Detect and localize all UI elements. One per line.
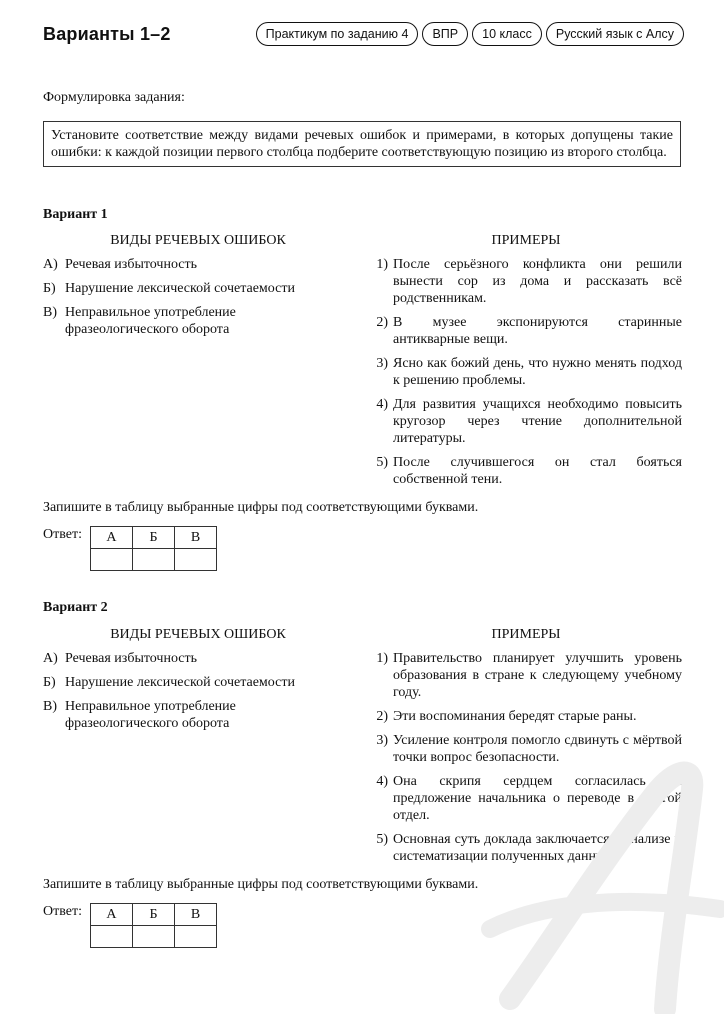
error-item — [43, 674, 343, 691]
variant-2-instruction: Запишите в таблицу выбранные цифры под соответствующими буквами. — [43, 877, 479, 892]
item-text: Она скрипя сердцем согласилась на предложение начальника о переводе в другой отдел. — [393, 774, 682, 823]
item-mark: В) — [43, 305, 57, 320]
example-item — [370, 256, 682, 307]
item-text: Нарушение лексической сочетаемости — [65, 675, 295, 690]
variant-1-title: Вариант 1 — [43, 207, 108, 222]
answer-label: Ответ: — [43, 527, 82, 542]
errors-header: ВИДЫ РЕЧЕВЫХ ОШИБОК — [110, 233, 286, 248]
answer-cell-v[interactable] — [174, 926, 216, 948]
variant-1-instruction: Запишите в таблицу выбранные цифры под соответствующими буквами. — [43, 500, 479, 515]
example-item — [370, 314, 682, 348]
item-text: Нарушение лексической сочетаемости — [65, 281, 295, 296]
item-text: После случившегося он стал бояться собственной тени. — [393, 455, 682, 487]
variant-2-errors — [43, 626, 343, 739]
error-item — [43, 256, 343, 273]
answer-header-b: Б — [132, 527, 174, 549]
item-mark: 3) — [376, 356, 388, 371]
variant-2-title: Вариант 2 — [43, 600, 108, 615]
item-mark: 3) — [376, 733, 388, 748]
item-text: Речевая избыточность — [65, 257, 198, 272]
examples-header: ПРИМЕРЫ — [491, 233, 561, 248]
item-mark: 5) — [376, 832, 388, 847]
tag-grade[interactable]: 10 класс — [472, 22, 542, 46]
item-text: В музее экспонируются старинные антикварные вещи. — [393, 315, 682, 347]
answer-header-b: Б — [132, 904, 174, 926]
variant-2-answer — [43, 903, 217, 948]
task-text-box: Установите соответствие между видами речевых ошибок и примерами, в которых допущены такие ошибки: к каждой позиции первого столбца подберите соответствующую позицию из второго столбца. — [43, 121, 681, 167]
error-item — [43, 280, 343, 297]
item-mark: А) — [43, 651, 58, 666]
item-mark: 5) — [376, 455, 388, 470]
item-text: Речевая избыточность — [65, 651, 198, 666]
error-item — [43, 698, 343, 732]
answer-header-a: А — [90, 904, 132, 926]
item-mark: 2) — [376, 709, 388, 724]
script-letter-a-logo-icon — [480, 744, 724, 1014]
answer-header-v: В — [174, 527, 216, 549]
item-mark: Б) — [43, 281, 56, 296]
item-mark: Б) — [43, 675, 56, 690]
examples-header: ПРИМЕРЫ — [491, 627, 561, 642]
item-mark: 1) — [376, 257, 388, 272]
answer-cell-a[interactable] — [90, 549, 132, 571]
item-text: Неправильное употребление фразеологического оборота — [65, 305, 236, 337]
item-mark: 4) — [376, 774, 388, 789]
variant-1-examples — [370, 232, 682, 495]
item-text: Правительство планирует улучшить уровень образования в стране к следующему учебному году. — [393, 651, 682, 700]
item-mark: 2) — [376, 315, 388, 330]
error-item — [43, 304, 343, 338]
item-mark: 4) — [376, 397, 388, 412]
answer-cell-b[interactable] — [132, 549, 174, 571]
tag-list — [256, 22, 684, 46]
item-text: Усиление контроля помогло сдвинуть с мёртвой точки вопрос безопасности. — [393, 733, 682, 765]
example-item — [370, 708, 682, 725]
item-text: Эти воспоминания бередят старые раны. — [393, 709, 637, 724]
item-mark: В) — [43, 699, 57, 714]
item-text: Основная суть доклада заключается в анализе и систематизации полученных данных. — [393, 832, 682, 864]
item-text: После серьёзного конфликта они решили вынести сор из дома и рассказать всё родственникам. — [393, 257, 682, 306]
page-title: Варианты 1–2 — [43, 24, 171, 44]
answer-table — [90, 903, 217, 948]
variant-1-errors — [43, 232, 343, 345]
answer-header-a: А — [90, 527, 132, 549]
example-item — [370, 454, 682, 488]
item-mark: 1) — [376, 651, 388, 666]
answer-cell-a[interactable] — [90, 926, 132, 948]
error-item — [43, 650, 343, 667]
tag-vpr[interactable]: ВПР — [422, 22, 468, 46]
answer-table — [90, 526, 217, 571]
item-text: Ясно как божий день, что нужно менять подход к решению проблемы. — [393, 356, 682, 388]
example-item — [370, 396, 682, 447]
task-label: Формулировка задания: — [43, 90, 185, 105]
example-item — [370, 650, 682, 701]
tag-author[interactable]: Русский язык с Алсу — [546, 22, 684, 46]
variant-1-answer — [43, 526, 217, 571]
errors-header: ВИДЫ РЕЧЕВЫХ ОШИБОК — [110, 627, 286, 642]
answer-cell-v[interactable] — [174, 549, 216, 571]
answer-label: Ответ: — [43, 904, 82, 919]
item-mark: А) — [43, 257, 58, 272]
item-text: Для развития учащихся необходимо повысить кругозор через чтение дополнительной литературы. — [393, 397, 682, 446]
answer-header-v: В — [174, 904, 216, 926]
answer-cell-b[interactable] — [132, 926, 174, 948]
tag-practicum[interactable]: Практикум по заданию 4 — [256, 22, 419, 46]
item-text: Неправильное употребление фразеологического оборота — [65, 699, 236, 731]
example-item — [370, 355, 682, 389]
